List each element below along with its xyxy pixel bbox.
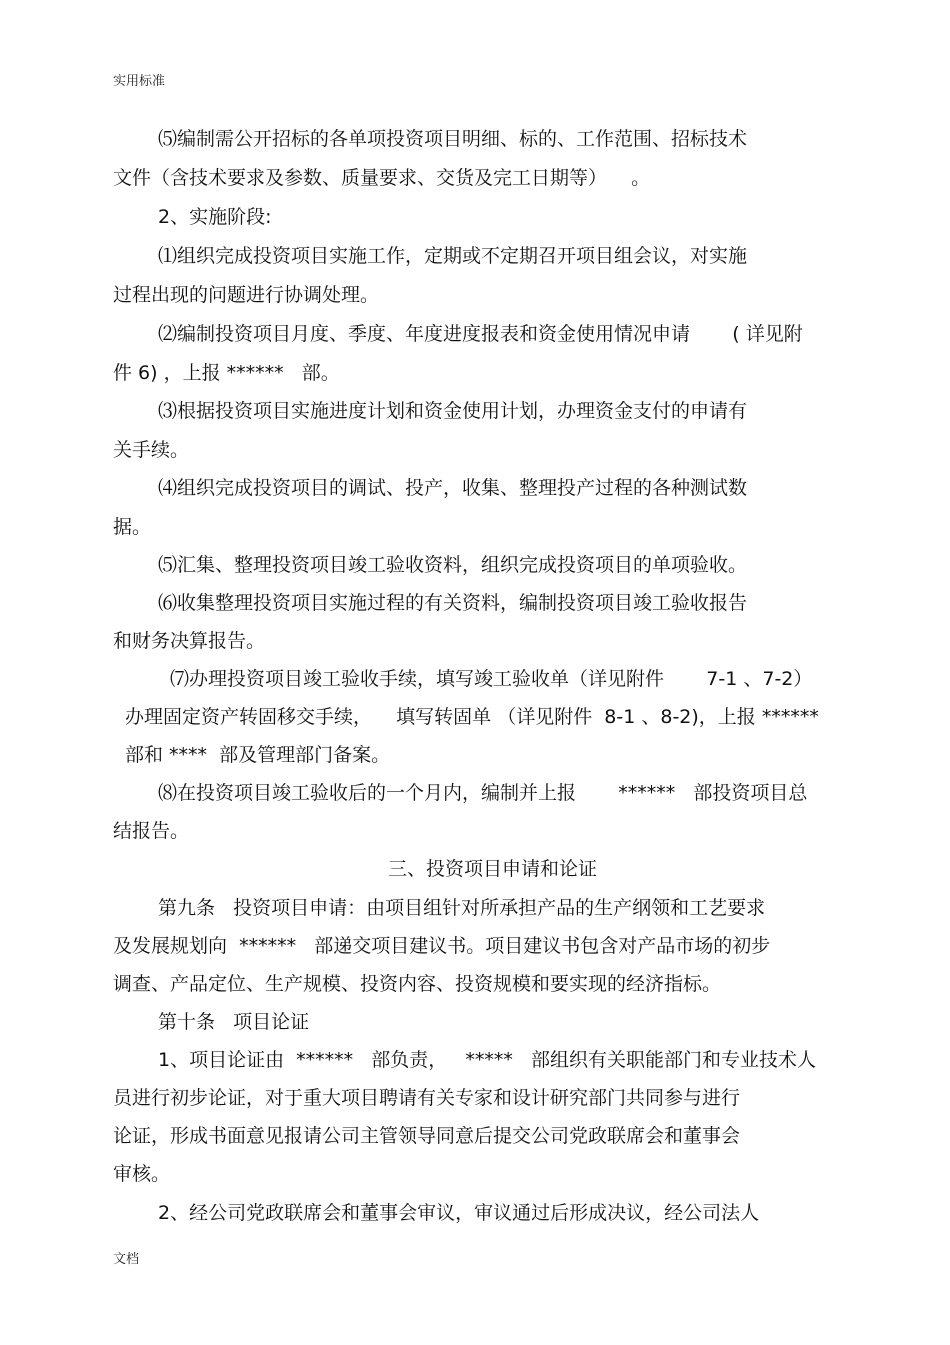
paragraph-line: 2、经公司党政联席会和董事会审议，审议通过后形成决议，经公司法人 xyxy=(158,1202,760,1224)
paragraph-line: 文件（含技术要求及参数、质量要求、交货及完工日期等） 。 xyxy=(113,167,651,189)
paragraph-line: 调查、产品定位、生产规模、投资内容、投资规模和要实现的经济指标。 xyxy=(113,973,722,995)
paragraph-line: 关手续。 xyxy=(113,439,190,461)
paragraph-line: ⑵编制投资项目月度、季度、年度进度报表和资金使用情况申请 ( 详见附 xyxy=(158,323,803,345)
paragraph-line: 办理固定资产转固移交手续， 填写转固单 （详见附件 8-1 、8-2)，上报 ****** xyxy=(125,706,819,728)
page-footer: 文档 xyxy=(113,1252,140,1267)
section-subheading: 2、实施阶段: xyxy=(158,206,272,228)
paragraph-line: ⑻在投资项目竣工验收后的一个月内，编制并上报 ****** 部投资项目总 xyxy=(158,782,808,804)
paragraph-line: ⑸汇集、整理投资项目竣工验收资料，组织完成投资项目的单项验收。 xyxy=(158,554,748,576)
paragraph-line: ⑸编制需公开招标的各单项投资项目明细、标的、工作范围、招标技术 xyxy=(158,128,748,150)
paragraph-line: 论证，形成书面意见报请公司主管领导同意后提交公司党政联席会和董事会 xyxy=(113,1125,741,1147)
paragraph-line: 第九条 投资项目申请：由项目组针对所承担产品的生产纲领和工艺要求 xyxy=(158,897,766,919)
section-heading: 三、投资项目申请和论证 xyxy=(388,858,598,880)
paragraph-line: ⑺办理投资项目竣工验收手续，填写竣工验收单（详见附件 7-1 、7-2） xyxy=(170,668,813,690)
paragraph-line: 部和 **** 部及管理部门备案。 xyxy=(125,744,391,766)
paragraph-line: 结报告。 xyxy=(113,820,190,842)
paragraph-line: 及发展规划向 ****** 部递交项目建议书。项目建议书包含对产品市场的初步 xyxy=(113,935,771,957)
paragraph-line: 审核。 xyxy=(113,1163,171,1185)
paragraph-line: ⑷组织完成投资项目的调试、投产，收集、整理投产过程的各种测试数 xyxy=(158,477,748,499)
paragraph-line: ⑹收集整理投资项目实施过程的有关资料，编制投资项目竣工验收报告 xyxy=(158,592,748,614)
paragraph-line: 员进行初步论证，对于重大项目聘请有关专家和设计研究部门共同参与进行 xyxy=(113,1087,741,1109)
paragraph-line: ⑴组织完成投资项目实施工作，定期或不定期召开项目组会议，对实施 xyxy=(158,245,748,267)
paragraph-line: 和财务决算报告。 xyxy=(113,630,266,652)
paragraph-line: 过程出现的问题进行协调处理。 xyxy=(113,284,380,306)
article-heading: 第十条 项目论证 xyxy=(158,1011,310,1033)
paragraph-line: ⑶根据投资项目实施进度计划和资金使用计划，办理资金支付的申请有 xyxy=(158,400,748,422)
paragraph-line: 据。 xyxy=(113,516,152,538)
paragraph-line: 1、项目论证由 ****** 部负责， ***** 部组织有关职能部门和专业技术人 xyxy=(158,1049,817,1071)
page-header: 实用标准 xyxy=(113,74,166,89)
paragraph-line: 件 6) ，上报 ****** 部。 xyxy=(113,362,340,384)
